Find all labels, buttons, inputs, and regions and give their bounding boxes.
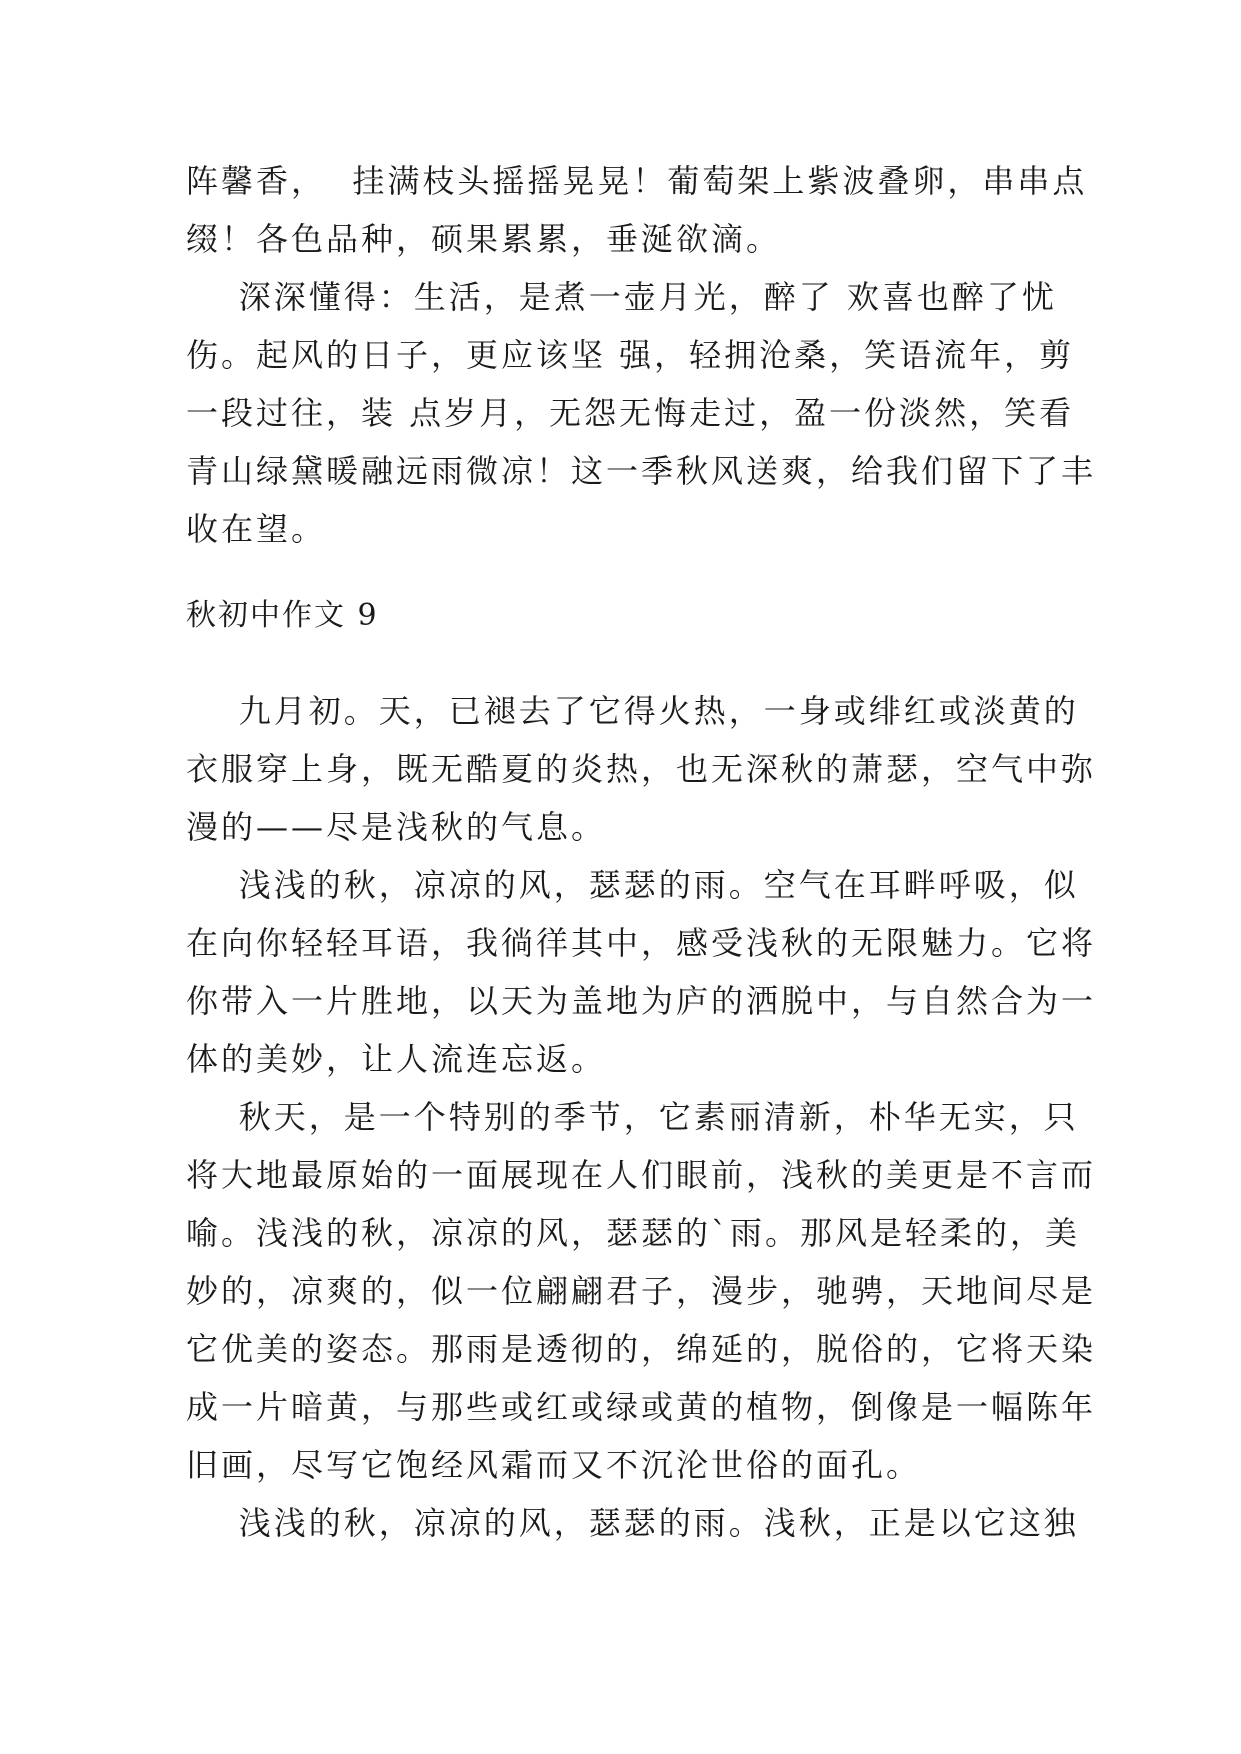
text-line: 漫的——尽是浅秋的气息。: [186, 808, 607, 846]
text-line: 一段过往，装 点岁月，无怨无悔走过，盈一份淡然，笑看: [186, 394, 1075, 432]
text-line: 浅浅的秋，凉凉的风，瑟瑟的雨。浅秋，正是以它这独: [186, 1504, 1079, 1542]
text-line: 九月初。天，已褪去了它得火热，一身或绯红或淡黄的: [186, 692, 1079, 730]
text-line: 妙的，凉爽的，似一位翩翩君子，漫步，驰骋，天地间尽是: [186, 1272, 1097, 1310]
text-line: 它优美的姿态。那雨是透彻的，绵延的，脱俗的，它将天染: [186, 1330, 1097, 1368]
text-line: 阵馨香， 挂满枝头摇摇晃晃！葡萄架上紫波叠卵，串串点: [186, 162, 1088, 200]
text-line: 将大地最原始的一面展现在人们眼前，浅秋的美更是不言而: [186, 1156, 1097, 1194]
text-line: 喻。浅浅的秋，凉凉的风，瑟瑟的`雨。那风是轻柔的，美: [186, 1214, 1081, 1252]
paragraph-block-top: [186, 152, 1097, 558]
text-line: 收在望。: [186, 510, 327, 548]
text-line: 体的美妙，让人流连忘返。: [186, 1040, 607, 1078]
text-line: 你带入一片胜地，以天为盖地为庐的洒脱中，与自然合为一: [186, 982, 1097, 1020]
text-line: 深深懂得：生活，是煮一壶月光，醉了 欢喜也醉了忧: [186, 278, 1057, 316]
text-line: 在向你轻轻耳语，我徜徉其中，感受浅秋的无限魅力。它将: [186, 924, 1097, 962]
text-line: 伤。起风的日子，更应该坚 强，轻拥沧桑，笑语流年，剪: [186, 336, 1075, 374]
paragraph-block-bottom: [186, 682, 1097, 1552]
text-line: 浅浅的秋，凉凉的风，瑟瑟的雨。空气在耳畔呼吸，似: [186, 866, 1079, 904]
text-line: 衣服穿上身，既无酷夏的炎热，也无深秋的萧瑟，空气中弥: [186, 750, 1097, 788]
text-line: 成一片暗黄，与那些或红或绿或黄的植物，倒像是一幅陈年: [186, 1388, 1097, 1426]
text-line: 青山绿黛暖融远雨微凉！这一季秋风送爽，给我们留下了丰: [186, 452, 1097, 490]
text-line: 秋天，是一个特别的季节，它素丽清新，朴华无实，只: [186, 1098, 1079, 1136]
text-line: 旧画，尽写它饱经风霜而又不沉沦世俗的面孔。: [186, 1446, 922, 1484]
essay-heading: 秋初中作文 9: [186, 598, 379, 633]
text-line: 缀！各色品种，硕果累累，垂涎欲滴。: [186, 220, 782, 258]
